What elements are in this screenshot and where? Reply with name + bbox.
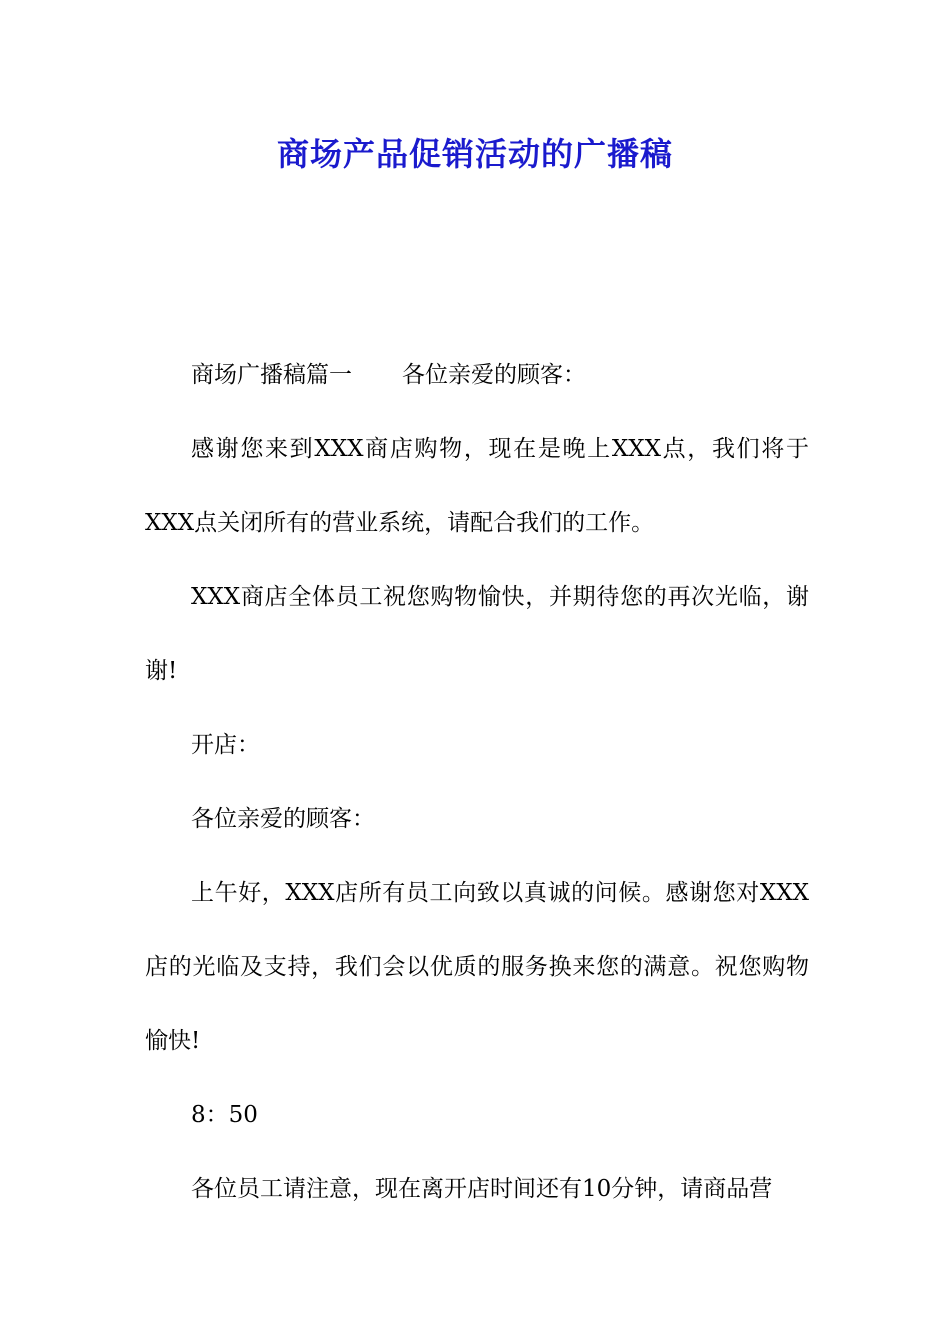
document-title: 商场产品促销活动的广播稿 — [276, 135, 673, 173]
paragraph: XXX商店全体员工祝您购物愉快，并期待您的再次光临，谢谢! — [145, 584, 809, 684]
paragraph: 感谢您来到XXX商店购物，现在是晚上XXX点，我们将于XXX点关闭所有的营业系统，请配合我们的工作。 — [145, 436, 809, 536]
section-label: 商场广播稿篇一 — [191, 362, 352, 388]
paragraph: 各位员工请注意，现在离开店时间还有10分钟，请商品营 — [191, 1176, 773, 1202]
paragraph: 8：50 — [191, 1102, 258, 1128]
paragraph-heading — [145, 338, 809, 412]
paragraph: 上午好，XXX店所有员工向致以真诚的问候。感谢您对XXX店的光临及支持，我们会以优质的服务换来您的满意。祝您购物愉快! — [145, 880, 809, 1054]
paragraph: 开店： — [191, 732, 260, 758]
greeting: 各位亲爱的顾客： — [402, 362, 586, 388]
document-body — [145, 338, 809, 1226]
paragraph: 各位亲爱的顾客： — [191, 806, 375, 832]
